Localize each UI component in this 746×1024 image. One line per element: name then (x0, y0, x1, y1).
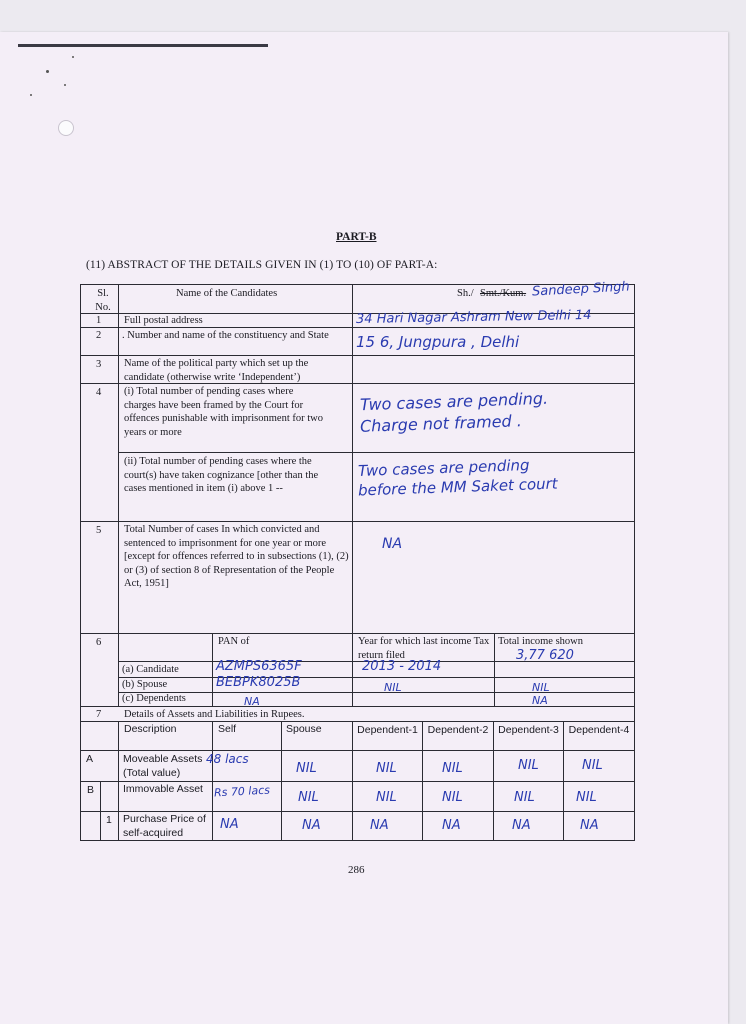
col-dependent-4: Dependent-4 (568, 724, 630, 736)
row-1-value: 34 Hari Nagar Ashram New Delhi 14 (355, 307, 592, 328)
purchase-price-dependent-1: NA (370, 818, 389, 833)
purchase-price-dependent-3: NA (512, 818, 531, 833)
row-5-number: 5 (96, 525, 102, 536)
row-4-label-ii: (ii) Total number of pending cases where the court(s) have taken cognizance [other than the cases mentioned in item (i) above 1 -- (124, 456, 319, 494)
row-1-number: 1 (96, 315, 102, 326)
immovable-asset-dependent-1: NIL (376, 790, 397, 805)
col-dependent-2: Dependent-2 (427, 724, 489, 736)
row-4-value-ii-line2: before the MM Saket court (357, 474, 558, 500)
row-4-value-i-line2: Charge not framed . (359, 411, 523, 436)
row-4-label-i: (i) Total number of pending cases where charges have been framed by the Court for offences punishable with imprisonment for two years or more (124, 386, 323, 438)
row-7-label: Details of Assets and Liabilities in Rupees. (124, 709, 305, 720)
moveable-assets-dependent-4: NIL (582, 758, 603, 773)
moveable-assets-spouse: NIL (296, 761, 317, 776)
candidate-name: Sandeep Singh (531, 279, 631, 300)
page-number: 286 (348, 864, 365, 876)
row-5-label: Total Number of cases In which convicted and sentenced to imprisonment for one year or more [except for offences referred to in subsections (1), (2) or (3) of section 8 of Representation of the People Act, 1951] (124, 524, 349, 589)
row-5-value: NA (382, 536, 403, 552)
pan-header: PAN of (218, 636, 250, 647)
moveable-assets-self: 48 lacs (206, 752, 249, 766)
part-title: PART-B (336, 231, 377, 243)
moveable-assets-dependent-3: NIL (518, 758, 539, 773)
moveable-assets-label: Moveable Assets (Total value) (123, 753, 203, 779)
col-spouse: Spouse (286, 723, 322, 735)
immovable-asset-label: Immovable Asset (123, 783, 203, 795)
row-3-label: Name of the political party which set up the candidate (otherwise write ‘Independent’) (124, 358, 309, 383)
col-dependent-3: Dependent-3 (498, 724, 559, 736)
row-4-number: 4 (96, 387, 102, 398)
candidate-income: 3,77 620 (516, 648, 574, 663)
dependents-pan: NA (244, 695, 260, 708)
col-dependent-1: Dependent-1 (357, 724, 418, 736)
asset-row-b1-number: 1 (106, 814, 112, 826)
candidate-label: (a) Candidate (122, 664, 179, 675)
section-heading: (11) ABSTRACT OF THE DETAILS GIVEN IN (1) TO (10) OF PART-A: (86, 259, 438, 271)
purchase-price-dependent-4: NA (580, 818, 599, 833)
spouse-label: (b) Spouse (122, 679, 168, 690)
row-1-label: Full postal address (124, 315, 203, 326)
purchase-price-dependent-2: NA (442, 818, 461, 833)
title-prefix: Sh./ (457, 288, 474, 299)
dependents-label: (c) Dependents (122, 693, 186, 704)
row-4-value-i-line1: Two cases are pending. (359, 388, 549, 415)
immovable-asset-dependent-3: NIL (514, 790, 535, 805)
sl-no-header: Sl. No. (95, 288, 111, 313)
row-7-number: 7 (96, 709, 102, 720)
row-3-number: 3 (96, 359, 102, 370)
row-4-value-ii-line1: Two cases are pending (357, 456, 530, 480)
row-2-number: 2 (96, 330, 102, 341)
asset-row-b-letter: B (87, 784, 95, 796)
year-header: Year for which last income Tax return filed (358, 636, 490, 661)
immovable-asset-spouse: NIL (298, 790, 319, 805)
spouse-pan: BEBPK8025B (216, 675, 301, 690)
purchase-price-label: Purchase Price of self-acquired (123, 813, 206, 839)
col-self: Self (218, 723, 237, 735)
title-struck-out: Smt./Kum. (480, 288, 527, 299)
candidate-pan: AZMPS6365F (216, 659, 302, 674)
purchase-price-spouse: NA (302, 818, 321, 833)
moveable-assets-dependent-1: NIL (376, 761, 397, 776)
purchase-price-self: NA (220, 817, 239, 832)
spouse-income: NIL (532, 681, 550, 694)
immovable-asset-dependent-4: NIL (576, 790, 597, 805)
asset-row-a-letter: A (86, 753, 94, 765)
candidate-year: 2013 - 2014 (362, 659, 442, 674)
name-column-header: Name of the Candidates (176, 288, 278, 299)
row-2-label: . Number and name of the constituency and State (122, 330, 329, 341)
row-2-value: 15 6, Jungpura , Delhi (356, 333, 520, 351)
spouse-year: NIL (384, 681, 402, 694)
row-6-number: 6 (96, 637, 102, 648)
col-description: Description (124, 723, 177, 735)
dependents-income: NA (532, 694, 548, 707)
immovable-asset-dependent-2: NIL (442, 790, 463, 805)
moveable-assets-dependent-2: NIL (442, 761, 463, 776)
income-header: Total income shown (498, 636, 583, 647)
immovable-asset-self: Rs 70 lacs (213, 783, 271, 800)
